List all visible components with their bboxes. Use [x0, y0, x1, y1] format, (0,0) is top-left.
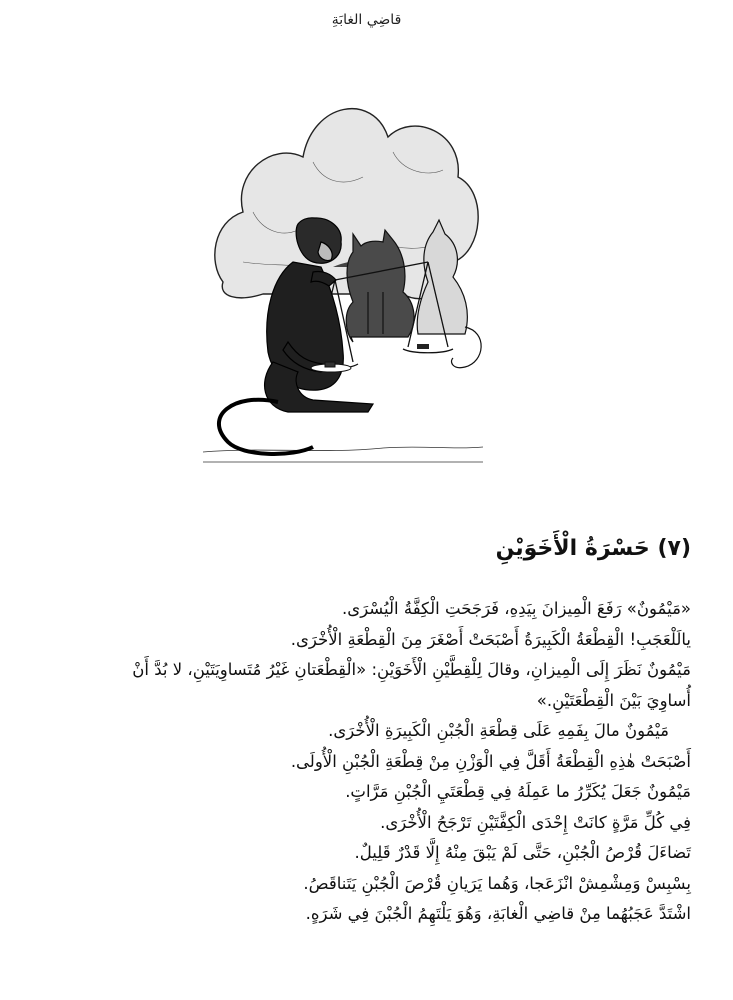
- text-line: اشْتَدَّ عَجَبُهُما مِنْ قاضِي الْغابَةِ، وَهُوَ يَلْتَهِمُ الْجُبْنَ فِي شَرَهٍ.: [305, 904, 691, 923]
- chapter-title: (٧) حَسْرَةُ الْأَخَوَيْنِ: [495, 536, 691, 561]
- text-line: مَيْمُونٌ مالَ بِفَمِهِ عَلَى قِطْعَةِ الْجُبْنِ الْكَبِيرَةِ الْأُخْرَى.: [328, 721, 669, 740]
- text-line: فِي كُلِّ مَرَّةٍ كانَتْ إِحْدَى الْكِفَّتَيْنِ تَرْجَحُ الْأُخْرَى.: [380, 812, 691, 832]
- text-line: مَيْمُونٌ جَعَلَ يُكَرِّرُ ما عَمِلَهُ فِي قِطْعَتَيِ الْجُبْنِ مَرَّاتٍ.: [345, 782, 691, 801]
- text-line: مَيْمُونٌ نَظَرَ إِلَى الْمِيزانِ، وقالَ لِلْقِطَّيْنِ الْأَخَوَيْنِ: «الْقِطْعَتانِ غَيْرُ مُتَساوِيَتَيْنِ، لا بُدَّ أَنْ: [132, 660, 691, 679]
- text-line: أَصْبَحَتْ هٰذِهِ الْقِطْعَةُ أَقَلَّ فِي الْوَزْنِ مِنْ قِطْعَةِ الْجُبْنِ الْأُولَى.: [290, 751, 691, 771]
- running-header: قاضِي الغابَةِ: [331, 12, 402, 28]
- text-line: أُساوِيَ بَيْنَ الْقِطْعَتَيْنِ.»: [536, 690, 691, 710]
- text-line: تَضاءَلَ قُرْصُ الْجُبْنِ، حَتَّى لَمْ يَبْقَ مِنْهُ إِلَّا قَدْرٌ قَلِيلٌ.: [354, 843, 691, 862]
- monkey-with-balance-scale-and-two-cats-icon: [203, 62, 483, 464]
- text-line: بِسْبِسْ وَمِشْمِشْ انْزَعَجا، وَهُما يَرَيانِ قُرْصَ الْجُبْنِ يَتَناقَصُ.: [303, 873, 691, 893]
- text-line: يالَلْعَجَبِ! الْقِطْعَةُ الْكَبِيرَةُ أَصْبَحَتْ أَصْغَرَ مِنَ الْقِطْعَةِ الْأُخْرَى.: [290, 629, 691, 649]
- text-line: «مَيْمُونٌ» رَفَعَ الْمِيزانَ بِيَدِهِ، فَرَجَحَتِ الْكِفَّةُ الْيُسْرَى.: [342, 599, 691, 618]
- story-text: [31, 594, 691, 930]
